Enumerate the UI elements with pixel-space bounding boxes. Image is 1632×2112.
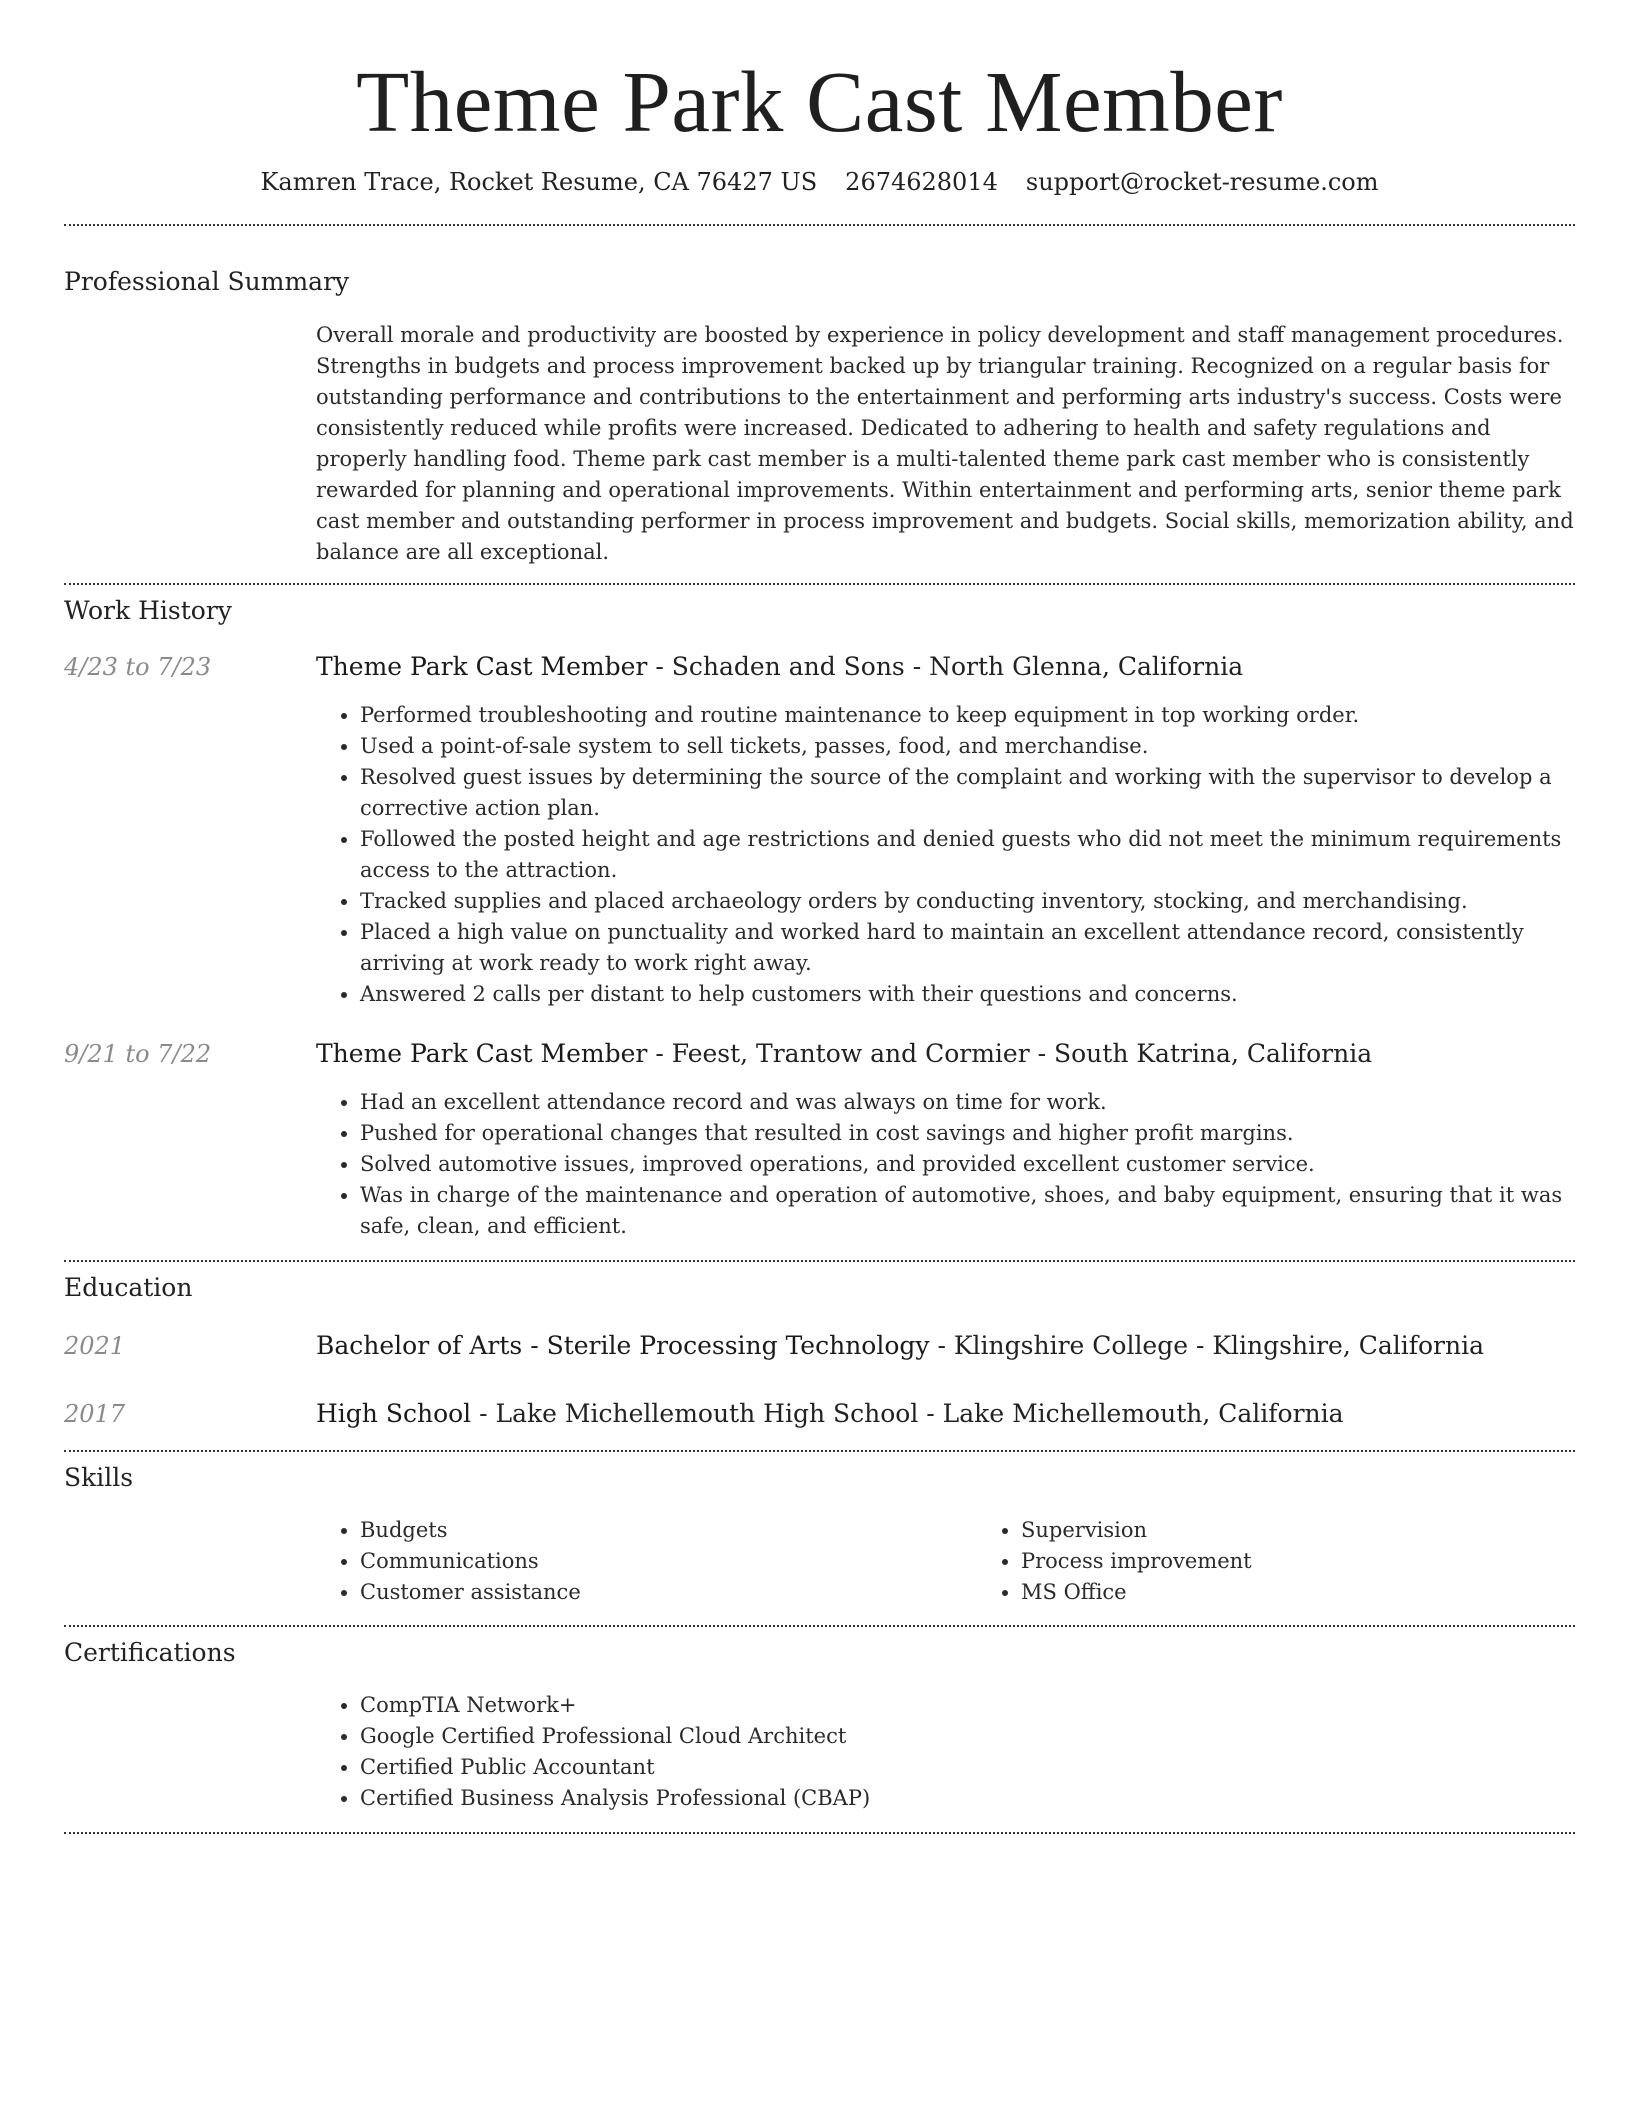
list-item: • Placed a high value on punctuality and worked hard to maintain an excellent attendance record, consistently arriving at work ready to work right away. bbox=[360, 917, 1575, 979]
list-item: • Process improvement bbox=[1021, 1546, 1632, 1577]
divider bbox=[64, 1625, 1575, 1627]
education-year: 2021 bbox=[64, 1332, 126, 1360]
job-entry bbox=[64, 1038, 1575, 1242]
skills-row bbox=[64, 1515, 1575, 1608]
skills-list-1 bbox=[316, 1515, 977, 1608]
certifications-spacer bbox=[64, 1690, 316, 1814]
list-item: • Was in charge of the maintenance and operation of automotive, shoes, and baby equipment, ensuring that it was safe, clean, and efficient. bbox=[360, 1180, 1575, 1242]
summary-spacer bbox=[64, 320, 316, 568]
divider bbox=[64, 1832, 1575, 1834]
certifications-list bbox=[316, 1690, 1575, 1814]
list-item: • MS Office bbox=[1021, 1577, 1632, 1608]
contact-email: support@rocket-resume.com bbox=[1025, 168, 1379, 196]
skills-spacer bbox=[64, 1515, 316, 1608]
job-content bbox=[316, 1038, 1575, 1242]
resume-page bbox=[64, 0, 1575, 1834]
section-heading-certifications: Certifications bbox=[64, 1638, 236, 1667]
list-item: • Certified Public Accountant bbox=[360, 1752, 1575, 1783]
list-item: • Google Certified Professional Cloud Architect bbox=[360, 1721, 1575, 1752]
list-item: • Customer assistance bbox=[360, 1577, 977, 1608]
summary-text: Overall morale and productivity are boosted by experience in policy development and staff management procedures. Strengths in budgets and process improvement backed up by triangular training. Recognized on a regular basis for outstanding performance and contributions to the entertainment and performing arts industry's success. Costs were consistently reduced while profits were increased. Dedicated to adhering to health and safety regulations and properly handling food. Theme park cast member is a multi-talented theme park cast member who is consistently rewarded for planning and operational improvements. Within entertainment and performing arts, senior theme park cast member and outstanding performer in process improvement and budgets. Social skills, memorization ability, and balance are all exceptional. bbox=[316, 323, 1574, 564]
education-entry bbox=[64, 1330, 1575, 1362]
job-dates: 4/23 to 7/23 bbox=[64, 653, 212, 681]
certifications-row bbox=[64, 1690, 1575, 1814]
list-item: • Communications bbox=[360, 1546, 977, 1577]
list-item: • Tracked supplies and placed archaeology orders by conducting inventory, stocking, and merchandising. bbox=[360, 886, 1575, 917]
divider bbox=[64, 1260, 1575, 1262]
education-year: 2017 bbox=[64, 1400, 126, 1428]
list-item: • Supervision bbox=[1021, 1515, 1632, 1546]
resume-title: Theme Park Cast Member bbox=[356, 53, 1283, 150]
job-entry bbox=[64, 651, 1575, 1010]
job-bullets bbox=[316, 1087, 1575, 1242]
summary-row bbox=[64, 320, 1575, 568]
job-role: Theme Park Cast Member bbox=[316, 1039, 648, 1068]
education-title bbox=[316, 1398, 1575, 1430]
education-details: - Lake Michellemouth High School - Lake Michellemouth, California bbox=[471, 1399, 1344, 1428]
education-degree: High School bbox=[316, 1399, 472, 1428]
job-dates: 9/21 to 7/22 bbox=[64, 1040, 212, 1068]
contact-address: Kamren Trace, Rocket Resume, CA 76427 US bbox=[260, 168, 818, 196]
list-item: • Answered 2 calls per distant to help customers with their questions and concerns. bbox=[360, 979, 1575, 1010]
list-item: • Used a point-of-sale system to sell tickets, passes, food, and merchandise. bbox=[360, 731, 1575, 762]
list-item: • Performed troubleshooting and routine maintenance to keep equipment in top working order. bbox=[360, 700, 1575, 731]
section-heading-work: Work History bbox=[64, 596, 232, 625]
list-item: • Had an excellent attendance record and was always on time for work. bbox=[360, 1087, 1575, 1118]
list-item: • Budgets bbox=[360, 1515, 977, 1546]
education-details: - Klingshire College - Klingshire, California bbox=[929, 1331, 1484, 1360]
contact-line bbox=[64, 166, 1575, 198]
section-heading-skills: Skills bbox=[64, 1463, 134, 1492]
divider bbox=[64, 224, 1575, 226]
job-title bbox=[316, 1038, 1575, 1070]
job-title bbox=[316, 651, 1575, 683]
education-degree: Bachelor of Arts - Sterile Processing Technology bbox=[316, 1331, 930, 1360]
certifications-content bbox=[316, 1690, 1575, 1814]
list-item: • Followed the posted height and age restrictions and denied guests who did not meet the minimum requirements access to the attraction. bbox=[360, 824, 1575, 886]
skills-columns bbox=[316, 1515, 1632, 1608]
list-item: • Certified Business Analysis Professional (CBAP) bbox=[360, 1783, 1575, 1814]
list-item: • CompTIA Network+ bbox=[360, 1690, 1575, 1721]
job-content bbox=[316, 651, 1575, 1010]
list-item: • Pushed for operational changes that resulted in cost savings and higher profit margins. bbox=[360, 1118, 1575, 1149]
skills-list-2 bbox=[977, 1515, 1632, 1608]
list-item: • Resolved guest issues by determining the source of the complaint and working with the supervisor to develop a corrective action plan. bbox=[360, 762, 1575, 824]
job-role: Theme Park Cast Member bbox=[316, 652, 648, 681]
list-item: • Solved automotive issues, improved operations, and provided excellent customer service. bbox=[360, 1149, 1575, 1180]
section-heading-education: Education bbox=[64, 1273, 193, 1302]
section-heading-summary: Professional Summary bbox=[64, 267, 350, 296]
contact-phone: 2674628014 bbox=[845, 168, 998, 196]
divider bbox=[64, 583, 1575, 585]
divider bbox=[64, 1450, 1575, 1452]
job-bullets bbox=[316, 700, 1575, 1010]
job-details: - Feest, Trantow and Cormier - South Katrina, California bbox=[647, 1039, 1373, 1068]
education-entry bbox=[64, 1398, 1575, 1430]
education-title bbox=[316, 1330, 1575, 1362]
job-details: - Schaden and Sons - North Glenna, California bbox=[647, 652, 1244, 681]
